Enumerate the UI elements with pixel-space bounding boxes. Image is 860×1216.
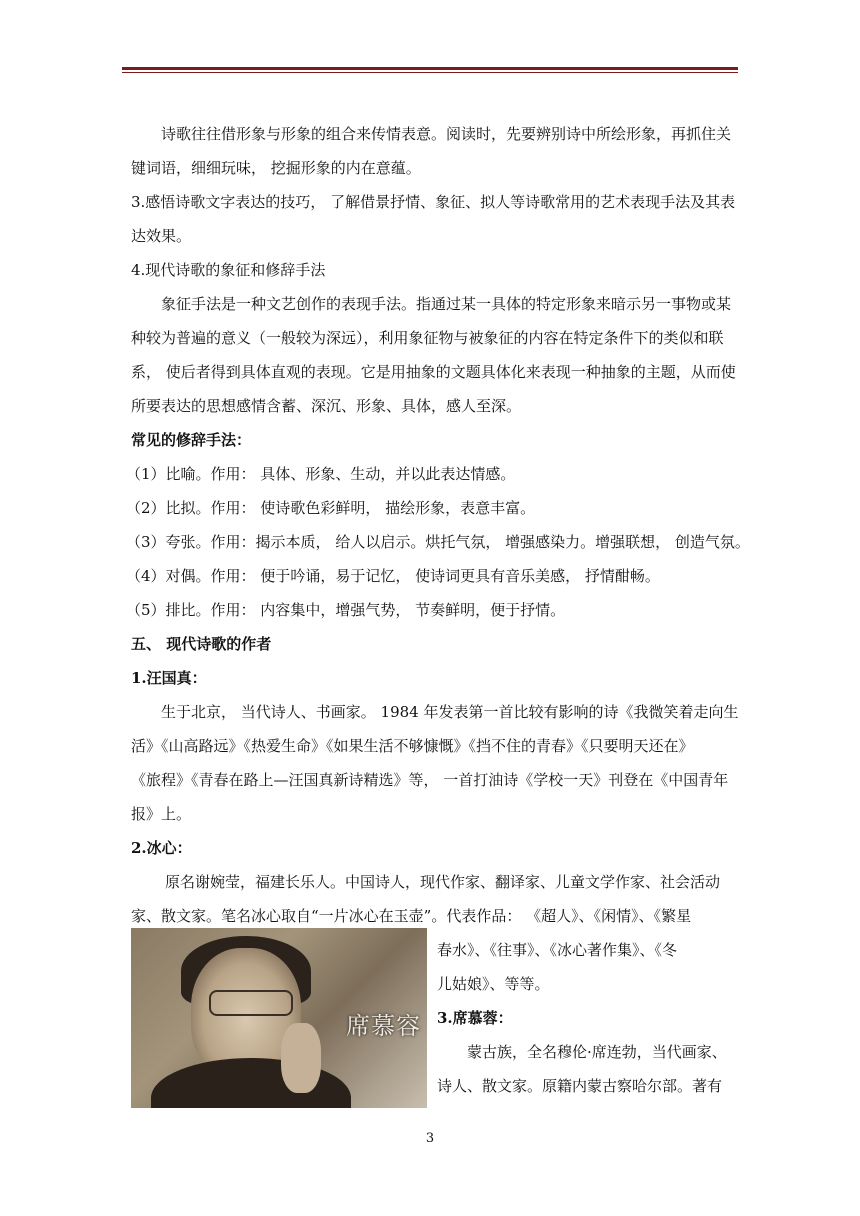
header-rule-thin (122, 72, 738, 73)
rhetoric-heading: 常见的修辞手法： (131, 431, 252, 449)
paragraph-line: 达效果。 (131, 227, 192, 245)
paragraph-line: 家、散文家。笔名冰心取自“一片冰心在玉壶”。代表作品： 《超人》、《闲情》、《繁星 (131, 907, 692, 925)
rhetoric-item: （4）对偶。作用： 便于吟诵，易于记忆， 使诗词更具有音乐美感， 抒情酣畅。 (126, 567, 660, 585)
author-heading-1: 1.汪国真： (131, 669, 207, 687)
paragraph-line: 春水》、《往事》、《冰心著作集》、《冬 (437, 941, 678, 959)
section-heading-4: 4.现代诗歌的象征和修辞手法 (131, 261, 326, 279)
photo-body (151, 1058, 351, 1108)
paragraph-line: 生于北京， 当代诗人、书画家。 1984 年发表第一首比较有影响的诗《我微笑着走向生 (161, 703, 739, 721)
paragraph-line: 原名谢婉莹，福建长乐人。中国诗人，现代作家、翻译家、儿童文学作家、社会活动 (165, 873, 721, 891)
paragraph-line: 报》上。 (131, 805, 192, 823)
rhetoric-item: （5）排比。作用： 内容集中，增强气势， 节奏鲜明，便于抒情。 (126, 601, 566, 619)
photo-caption: 席慕容 (346, 1012, 421, 1040)
photo-hand (281, 1023, 321, 1093)
paragraph-line: 诗歌往往借形象与形象的组合来传情表意。阅读时，先要辨别诗中所绘形象，再抓住关 (161, 125, 732, 143)
header-rule-thick (122, 67, 738, 70)
author-heading-2: 2.冰心： (131, 839, 192, 857)
paragraph-line: 系， 使后者得到具体直观的表现。它是用抽象的文题具体化来表现一种抽象的主题，从而使 (131, 363, 736, 381)
author-heading-3: 3.席慕蓉： (437, 1009, 513, 1027)
paragraph-line: 《旅程》《青春在路上—汪国真新诗精选》等， 一首打油诗《学校一天》刊登在《中国青年 (131, 771, 729, 789)
section-heading-3: 3.感悟诗歌文字表达的技巧， 了解借景抒情、象征、拟人等诗歌常用的艺术表现手法及其表 (131, 193, 736, 211)
paragraph-line: 种较为普遍的意义（一般较为深远），利用象征物与被象征的内容在特定条件下的类似和联 (131, 329, 724, 347)
paragraph-line: 所要表达的思想感情含蓄、深沉、形象、具体，感人至深。 (131, 397, 522, 415)
paragraph-line: 蒙古族，全名穆伦·席连勃，当代画家、 (467, 1043, 727, 1061)
section-heading-5: 五、 现代诗歌的作者 (131, 635, 272, 653)
rhetoric-item: （3）夸张。作用：揭示本质， 给人以启示。烘托气氛， 增强感染力。增强联想， 创造气氛。 (126, 533, 750, 551)
author-photo (131, 928, 427, 1108)
rhetoric-item: （2）比拟。作用： 使诗歌色彩鲜明， 描绘形象，表意丰富。 (126, 499, 536, 517)
paragraph-line: 诗人、散文家。原籍内蒙古察哈尔部。著有 (437, 1077, 723, 1095)
rhetoric-item: （1）比喻。作用： 具体、形象、生动，并以此表达情感。 (126, 465, 516, 483)
paragraph-line: 活》《山高路远》《热爱生命》《如果生活不够慷慨》《挡不住的青春》《只要明天还在》 (131, 737, 694, 755)
paragraph-line: 儿姑娘》、等等。 (437, 975, 550, 993)
page-number: 3 (425, 1131, 435, 1146)
photo-glasses (209, 990, 293, 1016)
paragraph-line: 象征手法是一种文艺创作的表现手法。指通过某一具体的特定形象来暗示另一事物或某 (161, 295, 732, 313)
paragraph-line: 键词语，细细玩味， 挖掘形象的内在意蕴。 (131, 159, 421, 177)
